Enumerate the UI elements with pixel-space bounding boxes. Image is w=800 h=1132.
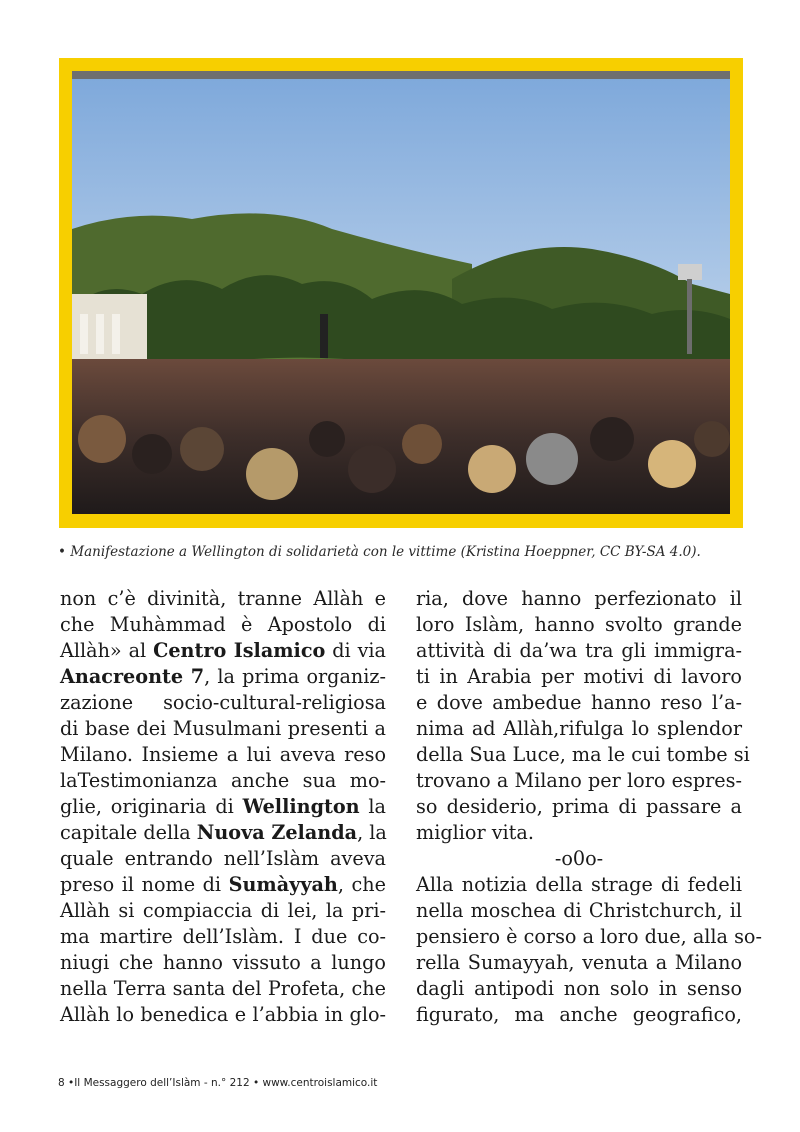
text-line	[60, 612, 386, 638]
text-line	[416, 586, 742, 612]
text-run: rella Sumayyah, venuta a Milano	[416, 951, 742, 974]
text-run: non c’è divinità, tranne Allàh e	[60, 587, 386, 610]
text-run: niugi che hanno vissuto a lungo	[60, 951, 386, 974]
bold-term: Wellington	[242, 795, 360, 818]
text-line	[60, 976, 386, 1002]
bold-term: Anacreonte 7	[60, 665, 205, 688]
text-run: pensiero è corso a loro due, alla so-	[416, 925, 762, 948]
text-run: quale entrando nell’Islàm aveva	[60, 847, 386, 870]
text-run: figurato, ma anche geografico,	[416, 1003, 742, 1026]
text-line	[60, 924, 386, 950]
text-line	[416, 872, 742, 898]
photo-top-bar	[72, 71, 730, 79]
photo-illustration	[72, 79, 730, 514]
text-run: nella Terra santa del Profeta, che	[60, 977, 386, 1000]
text-line	[416, 794, 742, 820]
text-run: zazione socio-cultural-religiosa	[60, 691, 386, 714]
text-run: laTestimonianza anche sua mo-	[60, 769, 386, 792]
text-run: so desiderio, prima di passare a	[416, 795, 742, 818]
text-run: trovano a Milano per loro espres-	[416, 769, 742, 792]
text-run: ma martire dell’Islàm. I due co-	[60, 925, 386, 948]
text-run: Allàh si compiaccia di lei, la pri-	[60, 899, 386, 922]
text-line	[416, 664, 742, 690]
text-run: ria, dove hanno perfezionato il	[416, 587, 742, 610]
text-line	[60, 716, 386, 742]
text-line	[60, 690, 386, 716]
text-run: preso il nome di	[60, 873, 229, 896]
bold-term: Centro Islamico	[153, 639, 326, 662]
text-line	[416, 612, 742, 638]
text-line	[416, 638, 742, 664]
text-line	[60, 950, 386, 976]
text-line	[60, 794, 386, 820]
light-tower	[678, 264, 702, 280]
speaker-stack	[320, 314, 328, 362]
bold-term: Nuova Zelanda	[196, 821, 358, 844]
photo-caption: • Manifestazione a Wellington di solidarietà con le vittime (Kristina Hoeppner, CC BY-SA 4.0).	[58, 544, 701, 560]
text-line	[60, 768, 386, 794]
wellington-vigil-photo	[72, 71, 730, 514]
text-run: attività di da’wa tra gli immigra-	[416, 639, 742, 662]
text-run: glie, originaria di	[60, 795, 243, 818]
building	[72, 294, 147, 359]
text-run: Allàh lo benedica e l’abbia in glo-	[60, 1003, 386, 1026]
text-line	[416, 976, 742, 1002]
text-run: loro Islàm, hanno svolto grande	[416, 613, 742, 636]
text-run: capitale della	[60, 821, 197, 844]
text-line	[60, 898, 386, 924]
text-run: nella moschea di Christchurch, il	[416, 899, 742, 922]
text-line	[416, 950, 742, 976]
text-line	[416, 716, 742, 742]
text-line	[416, 820, 742, 846]
text-line	[416, 924, 762, 950]
page-footer: 8 •Il Messaggero dell’Islàm - n.° 212 • www.centroislamico.it	[58, 1077, 378, 1089]
text-line	[416, 1002, 742, 1028]
text-run: Alla notizia della strage di fedeli	[416, 873, 742, 896]
text-run: e dove ambedue hanno reso l’a-	[416, 691, 742, 714]
text-line	[60, 638, 386, 664]
text-run: nima ad Allàh,rifulga lo splendor	[416, 717, 742, 740]
bold-term: Sumàyyah	[228, 873, 338, 896]
text-run: , la prima organiz-	[204, 665, 386, 688]
text-run: Milano. Insieme a lui aveva reso	[60, 743, 386, 766]
text-run: dagli antipodi non solo in senso	[416, 977, 742, 1000]
photo-frame	[59, 58, 743, 528]
text-run: la	[359, 795, 386, 818]
text-run: , la	[357, 821, 387, 844]
text-line	[416, 742, 750, 768]
text-line	[416, 690, 742, 716]
text-line	[60, 664, 386, 690]
text-run: della Sua Luce, ma le cui tombe si	[416, 743, 750, 766]
text-run: Allàh» al	[60, 639, 154, 662]
text-run: che Muhàmmad è Apostolo di	[60, 613, 386, 636]
text-line	[60, 846, 386, 872]
left-column	[60, 586, 386, 1028]
text-run: , che	[337, 873, 386, 896]
text-run: miglior vita.	[416, 821, 534, 844]
right-column	[416, 586, 762, 1028]
text-line	[60, 586, 386, 612]
text-line	[60, 1002, 386, 1028]
text-run: -o0o-	[554, 847, 604, 870]
text-line	[416, 898, 742, 924]
text-line	[60, 742, 386, 768]
text-line	[416, 768, 742, 794]
text-line	[60, 820, 386, 846]
text-run: di via	[325, 639, 386, 662]
text-run: ti in Arabia per motivi di lavoro	[416, 665, 742, 688]
text-line	[416, 846, 742, 872]
text-run: di base dei Musulmani presenti a	[60, 717, 386, 740]
text-line	[60, 872, 386, 898]
